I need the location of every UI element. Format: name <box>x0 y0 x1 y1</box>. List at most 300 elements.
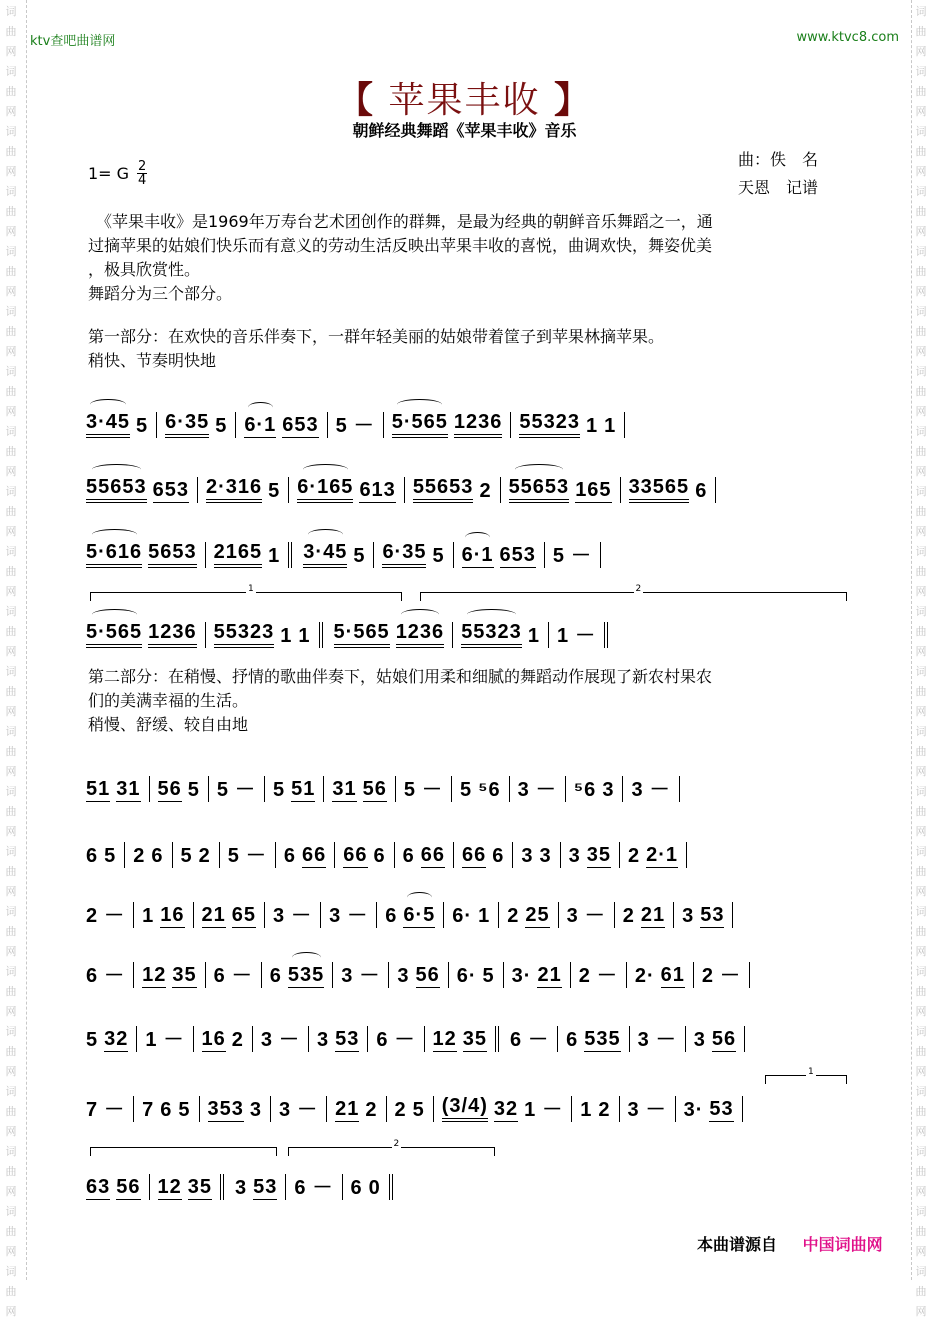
note-group: 35 <box>462 1028 487 1050</box>
barline <box>133 962 134 988</box>
part1-section <box>88 325 848 373</box>
note-group: 1 <box>604 415 617 437</box>
watermark-char: 词 <box>915 185 927 198</box>
score-system <box>86 762 848 802</box>
barline <box>404 477 405 503</box>
note-group: 6·1 <box>461 544 494 566</box>
watermark-char: 词 <box>5 665 17 678</box>
barline <box>197 477 198 503</box>
note-group: 2 <box>578 965 591 987</box>
note-group: 6 <box>492 845 505 867</box>
note-group: 3·45 <box>303 541 347 568</box>
barline <box>386 1096 387 1122</box>
barline <box>334 842 335 868</box>
note-group: 653 <box>152 479 189 501</box>
barline <box>715 477 716 503</box>
watermark-char: 曲 <box>915 25 927 38</box>
watermark-char: 词 <box>915 425 927 438</box>
watermark-char: 词 <box>915 365 927 378</box>
note-group: － <box>535 779 557 801</box>
note-group: 1236 <box>148 621 197 648</box>
part1-description: 第一部分：在欢快的音乐伴奏下，一群年轻美丽的姑娘带着筐子到苹果林摘苹果。 <box>88 327 665 346</box>
note-group: 7 <box>142 1099 155 1121</box>
watermark-char: 词 <box>5 185 17 198</box>
note-group: － <box>312 1177 334 1199</box>
watermark-char: 词 <box>5 605 17 618</box>
watermark-char: 词 <box>5 425 17 438</box>
barline <box>453 542 454 568</box>
watermark-char: 曲 <box>5 1225 17 1238</box>
note-group: － <box>279 1029 300 1051</box>
watermark-char: 网 <box>5 225 17 238</box>
note-group: 1 <box>298 625 311 647</box>
watermark-char: 曲 <box>915 1225 927 1238</box>
barline <box>503 962 504 988</box>
note-group: 6 <box>86 965 99 987</box>
barline <box>285 1174 286 1200</box>
time-bottom: 4 <box>137 173 147 188</box>
watermark-char: 网 <box>915 285 927 298</box>
note-group: 165 <box>575 479 612 501</box>
watermark-char: 曲 <box>915 805 927 818</box>
intro-line: ，极具欣赏性。 <box>88 260 201 279</box>
note-group: ⁵6 <box>573 779 597 801</box>
watermark-char: 曲 <box>5 85 17 98</box>
note-group: － <box>422 779 443 801</box>
note-group: 7 <box>86 1099 99 1121</box>
note-group: 51 <box>86 778 111 800</box>
barline <box>327 412 328 438</box>
note-group: 613 <box>359 479 396 501</box>
note-group: 3 <box>568 845 581 867</box>
note-group: 1 <box>586 415 599 437</box>
watermark-char: 网 <box>5 1125 17 1138</box>
note-group: 66 <box>343 844 368 866</box>
part1-tempo: 稍快、节奏明快地 <box>88 351 217 370</box>
watermark-char: 曲 <box>915 445 927 458</box>
note-group: － <box>291 905 313 927</box>
watermark-char: 网 <box>5 885 17 898</box>
note-group: 5 <box>86 1029 99 1051</box>
watermark-char: 词 <box>5 545 17 558</box>
watermark-char: 网 <box>5 525 17 538</box>
score-system <box>86 948 848 988</box>
part2-tempo: 稍慢、舒缓、较自由地 <box>88 715 249 734</box>
watermark-char: 词 <box>5 1025 17 1038</box>
repeat-barline <box>495 1026 502 1052</box>
note-group: 6· <box>456 965 477 987</box>
barline <box>270 1096 271 1122</box>
watermark-char: 网 <box>5 945 17 958</box>
note-group: 3 <box>279 1099 292 1121</box>
barline <box>448 962 449 988</box>
barline <box>205 542 206 568</box>
part2-description: 们的美满幸福的生活。 <box>88 691 249 710</box>
barline <box>675 1096 676 1122</box>
note-group: － <box>596 965 618 987</box>
watermark-char: 网 <box>915 1245 927 1258</box>
note-group: 32 <box>104 1028 129 1050</box>
watermark-char: 词 <box>5 305 17 318</box>
note-group: 16 <box>160 904 185 926</box>
watermark-char: 网 <box>915 1065 927 1078</box>
watermark-char: 曲 <box>915 1045 927 1058</box>
note-group: 3 <box>539 845 552 867</box>
watermark-char: 曲 <box>5 265 17 278</box>
barline <box>544 542 545 568</box>
right-watermark-column <box>911 0 929 1318</box>
barline <box>193 902 194 928</box>
barline <box>732 902 733 928</box>
site-url-link[interactable]: www.ktvc8.com <box>796 30 899 45</box>
barline <box>308 1026 309 1052</box>
note-group: 3 <box>566 905 579 927</box>
note-group: 25 <box>525 904 550 926</box>
intro-paragraph <box>88 210 848 306</box>
credits <box>738 146 818 202</box>
barline <box>235 412 236 438</box>
note-group: 3· <box>511 965 532 987</box>
repeat-barline <box>319 622 326 648</box>
note-group: 6 <box>283 845 296 867</box>
note-group: 1 <box>478 905 491 927</box>
note-group: － <box>649 779 671 801</box>
note-group: － <box>655 1029 677 1051</box>
barline <box>619 842 620 868</box>
note-group: 21 <box>640 904 666 926</box>
note-group: 65 <box>231 904 256 926</box>
note-group: 33565 <box>629 476 690 503</box>
watermark-char: 词 <box>915 125 927 138</box>
note-group: 31 <box>332 778 357 800</box>
note-group: 1 <box>580 1099 593 1121</box>
watermark-char: 曲 <box>5 385 17 398</box>
note-group: 2·1 <box>646 844 679 866</box>
note-group: 3 <box>637 1029 650 1051</box>
note-group: － <box>104 1099 126 1121</box>
note-group: 3 <box>627 1099 640 1121</box>
note-group: 2 <box>365 1099 378 1121</box>
barline <box>509 776 510 802</box>
watermark-char: 网 <box>915 1185 927 1198</box>
note-group: 5 <box>412 1099 425 1121</box>
note-group: 3 <box>249 1099 262 1121</box>
watermark-char: 曲 <box>915 205 927 218</box>
barline <box>383 412 384 438</box>
note-group: 66 <box>462 844 487 866</box>
note-group: 1236 <box>396 621 445 648</box>
score-system <box>86 398 848 438</box>
note-group: 31 <box>116 778 141 800</box>
note-group: 16 <box>201 1028 226 1050</box>
barline <box>395 776 396 802</box>
barline <box>323 776 324 802</box>
watermark-char: 词 <box>915 605 927 618</box>
note-group: 1236 <box>454 411 503 438</box>
note-group: 6·5 <box>403 904 436 926</box>
note-group: 6 <box>566 1029 579 1051</box>
watermark-char: 词 <box>915 245 927 258</box>
watermark-char: 曲 <box>915 565 927 578</box>
barline <box>565 776 566 802</box>
title-text: 苹果丰收 <box>388 80 541 121</box>
intro-line: 《苹果丰收》是1969年万寿台艺术团创作的群舞，是最为经典的朝鲜音乐舞蹈之一，通 <box>88 212 713 231</box>
note-group: 2 <box>628 845 641 867</box>
barline <box>288 477 289 503</box>
watermark-char: 网 <box>5 345 17 358</box>
barline <box>624 412 625 438</box>
note-group: 2 <box>622 905 635 927</box>
title-close-bracket: 】 <box>553 80 592 121</box>
watermark-char: 曲 <box>915 385 927 398</box>
watermark-char: 曲 <box>5 1285 17 1298</box>
note-group: 1 <box>268 545 281 567</box>
key-label: 1= G <box>88 164 130 183</box>
watermark-char: 词 <box>915 5 927 18</box>
barline <box>571 1096 572 1122</box>
note-group: 6 <box>86 845 99 867</box>
watermark-char: 网 <box>5 1185 17 1198</box>
watermark-char: 曲 <box>5 25 17 38</box>
watermark-char: 曲 <box>915 265 927 278</box>
left-watermark-column <box>0 0 27 1318</box>
barline <box>205 962 206 988</box>
watermark-char: 网 <box>915 585 927 598</box>
note-group: 6 <box>294 1177 307 1199</box>
score-system <box>86 463 848 503</box>
barline <box>264 902 265 928</box>
repeat-barline <box>220 1174 227 1200</box>
barline <box>388 962 389 988</box>
watermark-char: 曲 <box>5 1045 17 1058</box>
key-signature <box>88 160 147 187</box>
note-group: 1 <box>527 625 540 647</box>
note-group: － <box>584 905 606 927</box>
watermark-char: 网 <box>915 45 927 58</box>
barline <box>424 1026 425 1052</box>
barline <box>252 1026 253 1052</box>
watermark-char: 网 <box>5 1305 17 1318</box>
note-group: (3/4) <box>442 1095 488 1122</box>
barline <box>570 962 571 988</box>
note-group: － <box>394 1029 416 1051</box>
watermark-char: 网 <box>915 345 927 358</box>
watermark-char: 网 <box>5 585 17 598</box>
barline <box>510 412 511 438</box>
barline <box>156 412 157 438</box>
watermark-char: 曲 <box>5 985 17 998</box>
barline <box>199 1096 200 1122</box>
note-group: － <box>359 965 381 987</box>
barline <box>742 1096 743 1122</box>
note-group: － <box>297 1099 319 1121</box>
watermark-char: 词 <box>915 725 927 738</box>
note-group: 535 <box>584 1028 621 1050</box>
note-group: － <box>104 965 126 987</box>
note-group: ⁵6 <box>478 779 501 801</box>
note-group: 6 <box>269 965 282 987</box>
watermark-char: 网 <box>5 165 17 178</box>
note-group: 55323 <box>214 621 275 648</box>
watermark-char: 曲 <box>5 205 17 218</box>
watermark-char: 曲 <box>5 925 17 938</box>
watermark-char: 词 <box>915 1145 927 1158</box>
note-group: 2·316 <box>206 476 262 503</box>
watermark-char: 曲 <box>915 1285 927 1298</box>
watermark-char: 曲 <box>915 85 927 98</box>
note-group: 35 <box>586 844 611 866</box>
score-system <box>86 888 848 928</box>
note-group: 55653 <box>86 476 147 503</box>
note-group: 2165 <box>214 541 263 568</box>
transcriber: 天恩 记谱 <box>738 178 819 197</box>
note-group: － <box>720 965 742 987</box>
note-group: － <box>235 779 256 801</box>
note-group: 2 <box>86 905 99 927</box>
watermark-char: 网 <box>5 1245 17 1258</box>
note-group: 5 <box>403 779 416 801</box>
watermark-char: 网 <box>915 1125 927 1138</box>
note-group: 6 <box>350 1177 363 1199</box>
note-group: 3 <box>682 905 695 927</box>
note-group: 653 <box>499 544 536 566</box>
site-name-link[interactable]: ktv查吧曲谱网 <box>30 34 116 49</box>
note-group: 5 <box>552 545 565 567</box>
watermark-char: 词 <box>5 125 17 138</box>
barline <box>619 1096 620 1122</box>
note-group: 6 <box>510 1029 523 1051</box>
watermark-char: 词 <box>5 5 17 18</box>
watermark-char: 网 <box>5 45 17 58</box>
watermark-char: 网 <box>5 105 17 118</box>
note-group: 21 <box>201 904 226 926</box>
barline <box>394 842 395 868</box>
score-system <box>86 608 848 648</box>
watermark-char: 曲 <box>5 145 17 158</box>
barline <box>452 622 453 648</box>
footer-source-link[interactable]: 中国词曲网 <box>802 1235 883 1254</box>
watermark-char: 词 <box>5 1145 17 1158</box>
note-group: 5·616 <box>86 541 142 568</box>
note-group: 5 <box>432 545 445 567</box>
note-group: 5 <box>227 845 240 867</box>
watermark-char: 网 <box>5 465 17 478</box>
score-system <box>86 828 848 868</box>
watermark-char: 曲 <box>5 1165 17 1178</box>
note-group: 5 <box>335 415 348 437</box>
watermark-char: 曲 <box>915 625 927 638</box>
page-title <box>0 72 929 123</box>
watermark-char: 词 <box>915 1205 927 1218</box>
barline <box>133 1096 134 1122</box>
score-system <box>86 528 848 568</box>
watermark-char: 词 <box>5 965 17 978</box>
barline <box>749 962 750 988</box>
watermark-char: 网 <box>915 885 927 898</box>
barline <box>512 842 513 868</box>
title-open-bracket: 【 <box>337 80 376 121</box>
watermark-char: 网 <box>5 1005 17 1018</box>
note-group: － <box>645 1099 667 1121</box>
barline <box>205 622 206 648</box>
watermark-char: 网 <box>915 105 927 118</box>
note-group: 3 <box>273 905 286 927</box>
watermark-char: 曲 <box>915 985 927 998</box>
note-group: 3 <box>517 779 530 801</box>
note-group: － <box>575 625 597 647</box>
note-group: 56 <box>116 1176 141 1198</box>
watermark-char: 曲 <box>915 1165 927 1178</box>
watermark-char: 词 <box>5 485 17 498</box>
part2-section <box>88 665 848 737</box>
watermark-char: 曲 <box>915 745 927 758</box>
watermark-char: 词 <box>915 665 927 678</box>
note-group: 55653 <box>413 476 474 503</box>
barline <box>264 776 265 802</box>
footer-source <box>697 1232 883 1255</box>
watermark-char: 网 <box>915 465 927 478</box>
barline <box>443 902 444 928</box>
barline <box>451 776 452 802</box>
watermark-char: 曲 <box>915 685 927 698</box>
watermark-char: 网 <box>915 1305 927 1318</box>
note-group: 66 <box>302 844 327 866</box>
barline <box>208 776 209 802</box>
barline <box>626 962 627 988</box>
repeat-barline <box>604 622 611 648</box>
note-group: 55653 <box>509 476 570 503</box>
watermark-char: 网 <box>915 1005 927 1018</box>
barline <box>673 902 674 928</box>
note-group: － <box>245 845 267 867</box>
barline <box>620 477 621 503</box>
note-group: 3 <box>235 1177 248 1199</box>
note-group: 5 <box>136 415 149 437</box>
part2-description: 第二部分：在稍慢、抒情的歌曲伴奏下，姑娘们用柔和细腻的舞蹈动作展现了新农村果农 <box>88 667 713 686</box>
volta-bracket <box>90 1147 277 1156</box>
watermark-char: 曲 <box>5 565 17 578</box>
note-group: 1 <box>524 1099 537 1121</box>
barline <box>149 776 150 802</box>
note-group: 6·35 <box>382 541 426 568</box>
watermark-char: 曲 <box>915 505 927 518</box>
volta-bracket: 2 <box>288 1147 495 1156</box>
watermark-char: 曲 <box>915 1105 927 1118</box>
note-group: 2 <box>507 905 520 927</box>
watermark-char: 曲 <box>5 325 17 338</box>
note-group: 6 <box>385 905 398 927</box>
watermark-char: 词 <box>915 1085 927 1098</box>
barline <box>219 842 220 868</box>
barline <box>367 1026 368 1052</box>
note-group: － <box>104 905 126 927</box>
note-group: 5 <box>178 1099 191 1121</box>
watermark-char: 曲 <box>5 865 17 878</box>
barline <box>136 1026 137 1052</box>
watermark-char: 曲 <box>5 625 17 638</box>
note-group: 61 <box>660 964 685 986</box>
barline <box>172 842 173 868</box>
note-group: 2 <box>133 845 146 867</box>
barline <box>261 962 262 988</box>
watermark-char: 词 <box>5 245 17 258</box>
watermark-char: 词 <box>915 65 927 78</box>
barline <box>548 622 549 648</box>
note-group: 1 <box>556 625 570 647</box>
note-group: 55323 <box>519 411 580 438</box>
note-group: － <box>347 905 369 927</box>
note-group: 2 <box>598 1099 611 1121</box>
